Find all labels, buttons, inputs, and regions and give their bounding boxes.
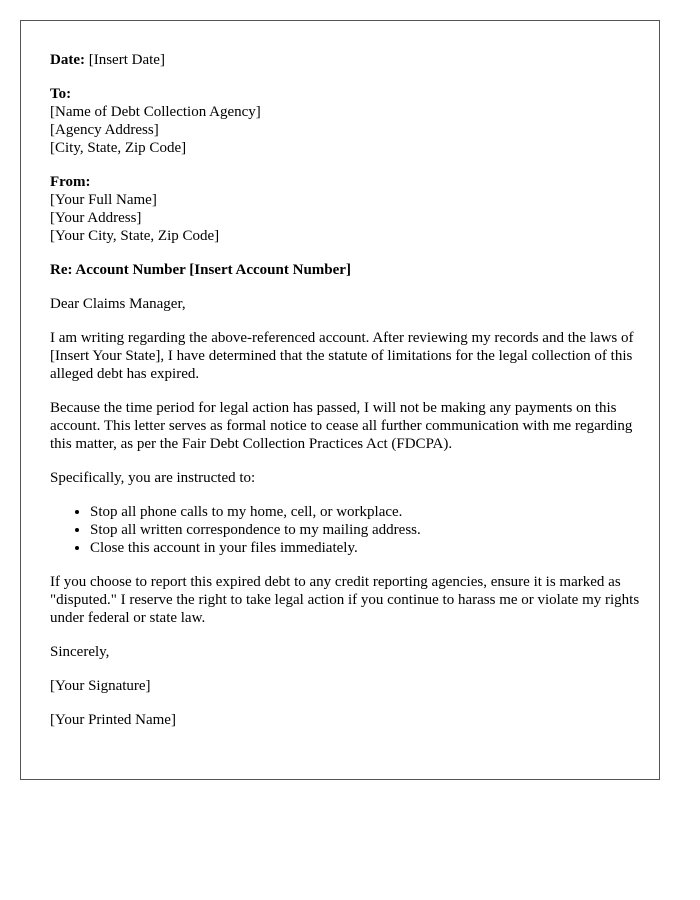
from-line-city-state-zip: [Your City, State, Zip Code] [50,228,220,244]
date-value: [Insert Date] [88,52,165,68]
from-block [50,173,640,245]
instruction-list [50,503,640,557]
date-label: Date: [50,52,85,68]
letter-content [50,51,640,745]
list-item: • Stop all written correspondence to my mailing address. [90,521,640,539]
paragraph-instructions-intro: Specifically, you are instructed to: [50,470,256,486]
re-line [50,261,640,279]
from-line-address: [Your Address] [50,210,142,226]
paragraph-cease-communication: Because the time period for legal action has passed, I will not be making any payments on this account. This letter serves as formal notice to cease all further communication with me regarding this matter, as per the Fair Debt Collection Practices Act (FDCPA). [50,400,633,452]
date-line [50,51,640,69]
from-label: From: [50,174,91,190]
printed-name-placeholder: [Your Printed Name] [50,712,176,728]
from-line-full-name: [Your Full Name] [50,192,157,208]
signature-placeholder: [Your Signature] [50,678,151,694]
paragraph-statute: I am writing regarding the above-referenced account. After reviewing my records and the laws of [Insert Your State], I have determined that the statute of limitations for the legal collection of this alleged debt has expired. [50,330,634,382]
to-line-agency-address: [Agency Address] [50,122,159,138]
to-line-agency-name: [Name of Debt Collection Agency] [50,104,261,120]
letter-page [20,20,660,780]
list-item: • Stop all phone calls to my home, cell, or workplace. [90,503,640,521]
re-line-text: Re: Account Number [Insert Account Number] [50,262,351,278]
paragraph-credit-reporting: If you choose to report this expired debt to any credit reporting agencies, ensure it is marked as "disputed." I reserve the right to take legal action if you continue to harass me or violate my rights under federal or state law. [50,574,640,626]
to-label: To: [50,86,72,102]
closing: Sincerely, [50,644,110,660]
to-block [50,85,640,157]
salutation: Dear Claims Manager, [50,296,186,312]
to-line-city-state-zip: [City, State, Zip Code] [50,140,187,156]
list-item: • Close this account in your files immediately. [90,539,640,557]
